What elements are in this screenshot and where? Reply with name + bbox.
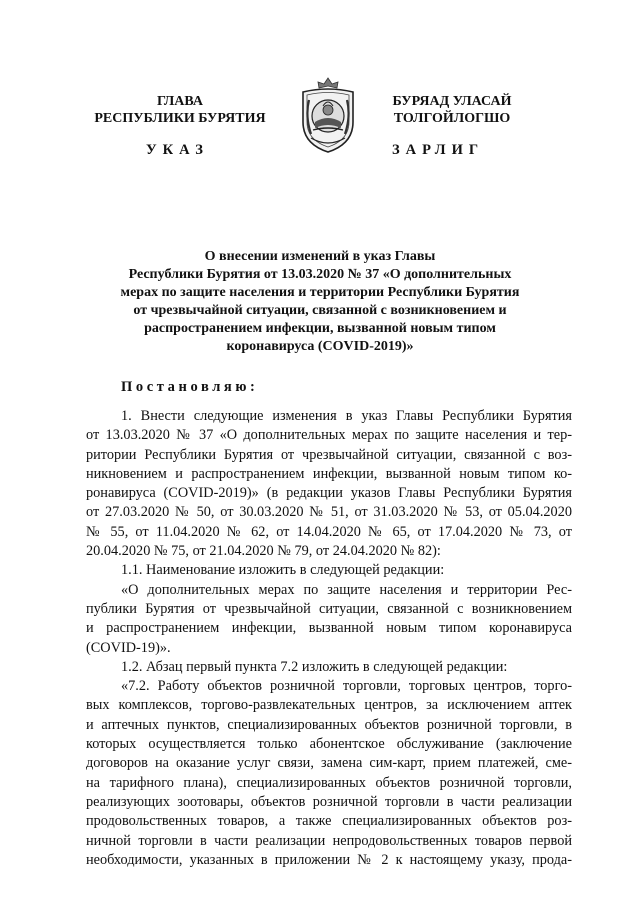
- coat-of-arms-icon: [297, 76, 359, 154]
- body-line: (COVID-19)».: [86, 639, 171, 656]
- body-line: продовольственных товаров, а также специализированных объектов роз-: [86, 813, 572, 830]
- body-line: и распространением инфекции, вызванной новым типом коронавируса: [86, 620, 572, 637]
- body-line: и аптечных пунктов, специализированных объектов розничной торговли, в: [86, 716, 572, 733]
- body-line: 1.1. Наименование изложить в следующей редакции:: [121, 562, 445, 579]
- body-line: вых комплексов, торгово-развлекательных центров, за исключением аптек: [86, 697, 572, 714]
- body-line: ритории Республики Бурятия от чрезвычайной ситуации, связанной с воз-: [86, 446, 572, 463]
- header-left-ru: [88, 93, 272, 127]
- document-title: [100, 248, 540, 356]
- body-line: на тарифного плана), специализированных объектов розничной торговли,: [86, 774, 572, 791]
- body-line: договоров на оказание услуг связи, замена сим-карт, прием платежей, сме-: [86, 755, 572, 772]
- resolve-heading: Постановляю:: [121, 379, 259, 395]
- body-line: 1. Внести следующие изменения в указ Главы Республики Бурятия: [121, 408, 572, 424]
- body-line: публики Бурятия от чрезвычайной ситуации, связанной с возникновением: [86, 600, 572, 617]
- header-right-line: ТОЛГОЙЛОГШО: [393, 111, 511, 126]
- title-line: от чрезвычайной ситуации, связанной с возникновением и: [133, 303, 507, 318]
- body-line: никновением и распространением инфекции, вызванной новым типом ко-: [86, 465, 572, 482]
- decree-label-ru: УКАЗ: [146, 142, 209, 158]
- body-line: 1.2. Абзац первый пункта 7.2 изложить в следующей редакции:: [121, 658, 508, 675]
- body-line: которых осуществляется только абонентское обслуживание (заключение: [86, 736, 572, 753]
- body-line: ронавируса (COVID-2019)» (в редакции указов Главы Республики Бурятия: [86, 485, 572, 502]
- body-line: «7.2. Работу объектов розничной торговли, торговых центров, торго-: [121, 678, 572, 695]
- header-left-line: РЕСПУБЛИКИ БУРЯТИЯ: [94, 111, 266, 126]
- body-line: 20.04.2020 № 75, от 21.04.2020 № 79, от 24.04.2020 № 82):: [86, 543, 441, 560]
- header-left-line: ГЛАВА: [157, 94, 203, 109]
- header-right-line: БУРЯАД УЛАСАЙ: [392, 94, 512, 109]
- body-line: ничной торговли в части реализации непродовольственных товаров первой: [86, 832, 572, 849]
- body-line: реализующих зоотовары, объектов розничной торговли в части реализации: [86, 793, 572, 810]
- body-line: от 27.03.2020 № 50, от 30.03.2020 № 51, от 31.03.2020 № 53, от 05.04.2020: [86, 504, 572, 521]
- title-line: мерах по защите населения и территории Республики Бурятия: [120, 285, 520, 300]
- document-body: [86, 407, 572, 870]
- title-line: коронавируса (COVID-2019)»: [226, 339, 414, 354]
- title-line: О внесении изменений в указ Главы: [204, 249, 436, 264]
- header-right-bua: [375, 93, 529, 127]
- body-line: «О дополнительных мерах по защите населения и территории Рес-: [121, 581, 572, 598]
- body-line: № 55, от 11.04.2020 № 62, от 14.04.2020 № 65, от 17.04.2020 № 73, от: [86, 523, 572, 540]
- decree-label-bua: ЗАРЛИГ: [392, 142, 485, 158]
- body-line: необходимости, указанных в приложении № 2 к настоящему указу, прода-: [86, 851, 572, 868]
- title-line: Республики Бурятия от 13.03.2020 № 37 «О дополнительных: [128, 267, 512, 282]
- body-line: от 13.03.2020 № 37 «О дополнительных мерах по защите населения и тер-: [86, 427, 572, 444]
- title-line: распространением инфекции, вызванной новым типом: [144, 321, 496, 336]
